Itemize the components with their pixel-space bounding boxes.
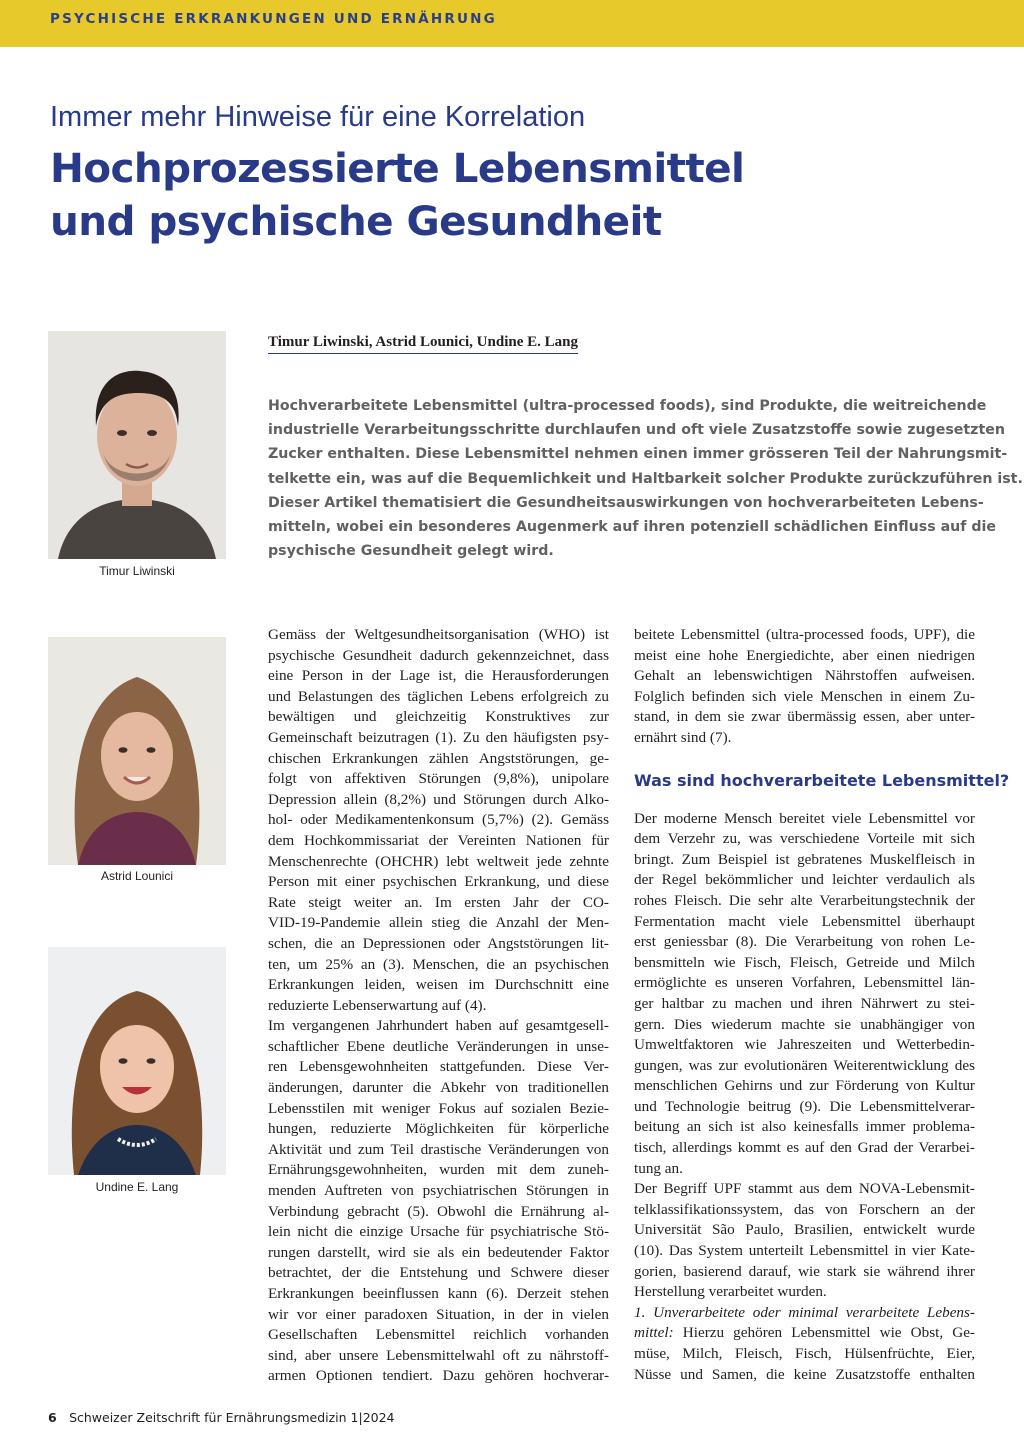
body-line: bringt. Zum Beispiel ist gebratenes Muskelfleisch in [634, 850, 975, 868]
body-line: rohes Fleisch. Die sehr alte Verarbeitungstechnik der [634, 891, 975, 909]
section-label: PSYCHISCHE ERKRANKUNGEN UND ERNÄHRUNG [50, 11, 497, 27]
body-line: bewältigen und gleichzeitig Konstruktives zur [268, 708, 609, 726]
body-line: wir vor einer paradoxen Situation, in der in vielen [268, 1305, 609, 1323]
body-column-1 [268, 625, 609, 1387]
body-line: Gemäss der Weltgesundheitsorganisation (WHO) ist [268, 626, 609, 643]
body-line: Gemeinschaft beizutragen (1). Zu den häufigsten psy- [268, 728, 609, 746]
author-photo-lounici [48, 637, 226, 865]
body-line: stand, in dem sie zwar übermässig essen, aber unter- [634, 708, 975, 726]
body-line: ermöglichte es unseren Vorfahren, Lebensmittel län- [634, 974, 975, 992]
body-line: und Belastungen des täglichen Lebens erfolgreich zu [268, 687, 609, 705]
body-line: Universität São Paulo, Brasilien, entwickelt wurde [634, 1221, 975, 1239]
body-line: dem Hochkommissariat der Vereinten Nationen für [268, 831, 609, 849]
body-line: ernährt sind (7). [634, 728, 732, 746]
lead-line: telkette ein, was auf die Bequemlichkeit und Haltbarkeit solcher Produkte zurückzuführen ist. [268, 470, 1023, 487]
photo-caption: Undine E. Lang [95, 1180, 179, 1194]
body-line: meist eine hohe Energiedichte, aber einen niedrigen [634, 646, 975, 664]
journal-name: Schweizer Zeitschrift für Ernährungsmedizin 1|2024 [69, 1410, 395, 1425]
photo-caption: Astrid Lounici [100, 869, 174, 883]
lead-paragraph [268, 394, 1023, 563]
body-line: änderungen, darunter die Abkehr von traditionellen [268, 1079, 609, 1097]
list-item-line: 1. Unverarbeitete oder minimal verarbeitete Lebens- [634, 1303, 975, 1321]
section-header-band [0, 0, 1024, 47]
body-line: folgt von affektiven Störungen (9,8%), unipolare [268, 770, 609, 788]
body-line: Gehalt an lebenswichtigen Nährstoffen aufweisen. [634, 667, 975, 685]
body-line: VID-19-Pandemie allein stieg die Anzahl der Men- [268, 914, 609, 932]
body-line: Erkrankungen beeinflussen kann (6). Derzeit stehen [268, 1285, 609, 1302]
lead-line: industrielle Verarbeitungsschritte durchlaufen und oft viele Zusatzstoffe sowie zugesetzten [268, 422, 1005, 439]
body-line: Herstellung verarbeitet wurden. [634, 1283, 827, 1301]
body-line: bensmitteln wie Fisch, Fleisch, Getreide und Milch [634, 953, 975, 971]
body-column-2 [634, 625, 1010, 1385]
body-line: Verbindung gebracht (5). Obwohl die Ernährung al- [268, 1202, 609, 1220]
lead-line: Dieser Artikel thematisiert die Gesundheitsauswirkungen von hochverarbeiteten Lebens- [268, 494, 984, 511]
body-line: chischen Erkrankungen zählen Angststörungen, ge- [268, 749, 609, 767]
body-line: lein nicht die einzige Ursache für psychiatrische Stö- [268, 1223, 609, 1241]
body-line: Im vergangenen Jahrhundert haben auf gesamtgesell- [268, 1017, 609, 1035]
body-line: menden Auftreten von psychiatrischen Störungen in [268, 1182, 609, 1200]
article-title [50, 142, 950, 248]
lead-line: Hochverarbeitete Lebensmittel (ultra-processed foods), sind Produkte, die weitreichende [268, 398, 987, 414]
body-line: der Regel bekömmlicher und leichter verdaulich als [634, 871, 975, 889]
list-item-line: müse, Milch, Fleisch, Fisch, Hülsenfrüchte, Eier, [634, 1345, 975, 1362]
list-item-line: Nüsse und Samen, die keine Zusatzstoffe enthalten [634, 1365, 975, 1383]
body-line: tung an. [634, 1159, 683, 1177]
body-line: rungen darstellt, wird sie als ein bedeutender Faktor [268, 1243, 609, 1261]
body-line: psychische Gesundheit dadurch gekennzeichnet, dass [268, 646, 609, 664]
body-line: reduzierte Lebenserwartung auf (4). [268, 996, 487, 1014]
list-item-text: Hierzu gehören Lebensmittel wie Obst, Ge- [673, 1324, 975, 1342]
body-line: menschlichen Gehirns und zur Förderung von Kultur [634, 1077, 975, 1095]
body-line: Umweltfaktoren wie Jahreszeiten und Wetterbedin- [634, 1036, 975, 1054]
page-number: 6 [48, 1410, 57, 1425]
lead-line: Zucker enthalten. Diese Lebensmittel nehmen einen immer grösseren Teil der Nahrungsmit- [268, 446, 1008, 463]
body-line: Fermentation macht viele Lebensmittel überhaupt [634, 912, 975, 930]
body-line: Der moderne Mensch bereitet viele Lebensmittel vor [634, 809, 975, 827]
body-line: Folglich befinden sich viele Menschen in einem Zu- [634, 687, 975, 705]
author-list: Timur Liwinski, Astrid Lounici, Undine E. Lang [268, 334, 578, 354]
author-photo-liwinski [48, 331, 226, 559]
section-subheading: Was sind hochverarbeitete Lebensmittel? [634, 770, 1010, 790]
body-line: Ernährungsgewohnheiten, wurden mit dem zuneh- [268, 1161, 609, 1179]
body-line: hungen, reduzierte Möglichkeiten für körperliche [268, 1120, 609, 1138]
body-line: (10). Das System unterteilt Lebensmittel in vier Kate- [634, 1242, 975, 1260]
body-line: gern. Dies wiederum machte sie unabhängiger von [634, 1015, 975, 1033]
article-kicker: Immer mehr Hinweise für eine Korrelation [50, 101, 586, 133]
body-line: Rate steigt weiter an. Im ersten Jahr der CO- [268, 893, 609, 911]
list-item-line [634, 1323, 975, 1344]
title-line-1: Hochprozessierte Lebensmittel [50, 144, 745, 192]
body-line: Aktivität und zum Teil drastische Veränderungen von [268, 1140, 609, 1158]
body-line: eine Person in der Lage ist, die Herausforderungen [268, 667, 609, 685]
body-line: erst geniessbar (8). Die Verarbeitung von rohen Le- [634, 933, 975, 951]
title-line-2: und psychische Gesundheit [50, 197, 662, 245]
body-line: hol- oder Medikamentenkonsum (5,7%) (2). Gemäss [268, 811, 609, 829]
author-photo-lang [48, 947, 226, 1175]
body-line: Der Begriff UPF stammt aus dem NOVA-Lebensmit- [634, 1180, 975, 1198]
body-line: Gesellschaften Lebensmittel reichlich vorhanden [268, 1326, 609, 1344]
body-line: schaftlicher Ebene deutliche Veränderungen in unse- [268, 1037, 609, 1055]
body-line: gorien, basierend darauf, wie stark sie während ihrer [634, 1262, 975, 1280]
body-line: beitung an sich ist also keinesfalls immer problema- [634, 1118, 975, 1136]
body-line: dem Verzehr zu, was verschiedene Vorteile mit sich [634, 830, 975, 848]
body-line: telklassifikationssystem, das von Forschern an der [634, 1200, 975, 1218]
body-line: armen Optionen tendiert. Dazu gehören hochverar- [268, 1367, 609, 1385]
body-line: Depression allein (8,2%) und Störungen durch Alko- [268, 790, 609, 808]
body-line: und Technologie beitrug (9). Die Lebensmittelverar- [634, 1097, 975, 1115]
page-footer [48, 1410, 395, 1425]
lead-line: mitteln, wobei ein besonderes Augenmerk auf ihren potenziell schädlichen Einfluss auf die [268, 519, 997, 536]
body-line: ren Lebensgewohnheiten stattgefunden. Diese Ver- [268, 1058, 609, 1076]
body-line: ten, um 25% an (3). Menschen, die an psychischen [268, 955, 609, 973]
body-line: tisch, allerdings kommt es auf den Grad der Verarbei- [634, 1139, 975, 1157]
body-line: schen, die an Depressionen oder Angststörungen lit- [268, 934, 609, 952]
lead-line: psychische Gesundheit gelegt wird. [268, 543, 554, 560]
body-line: Lebensstilen mit weniger Fokus auf sozialen Bezie- [268, 1099, 609, 1117]
body-line: beitete Lebensmittel (ultra-processed foods, UPF), die [634, 626, 975, 643]
body-line: Erkrankungen leiden, weisen im Durchschnitt eine [268, 976, 609, 994]
body-line: Person mit einer psychischen Erkrankung, und diese [268, 873, 609, 891]
body-line: Menschenrechte (OHCHR) lebt weltweit jede zehnte [268, 852, 609, 870]
body-line: sind, aber unsere Lebensmittelwahl oft zu nährstoff- [268, 1346, 609, 1364]
photo-caption: Timur Liwinski [99, 564, 175, 578]
body-line: betrachtet, der die Entstehung und Schwere dieser [268, 1264, 609, 1282]
body-line: ger haltbar zu machen und ihren Nährwert zu stei- [634, 994, 975, 1012]
list-item-term: mittel: [634, 1324, 674, 1342]
body-line: gungen, was zur evolutionären Weiterentwicklung des [634, 1056, 975, 1074]
